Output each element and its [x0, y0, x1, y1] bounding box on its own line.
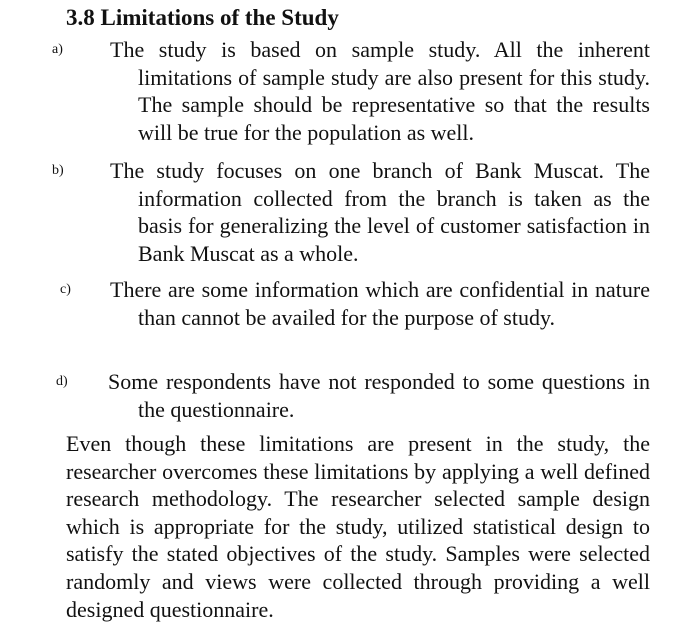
section-heading: 3.8 Limitations of the Study [66, 5, 339, 30]
list-item-d: d) Some respondents have not responded to some questions in the questionnaire. [56, 369, 650, 422]
list-item-d-text: Some respondents have not responded to some questions in the questionnaire. [108, 369, 650, 422]
list-item-c-text: There are some information which are confidential in nature than cannot be availed for the purpose of study. [110, 277, 650, 330]
list-item-b: b) The study focuses on one branch of Bank Muscat. The information collected from the branch is taken as the basis for generalizing the level of customer satisfaction in Bank Muscat as a whole. [52, 158, 650, 266]
list-item-a: a) The study is based on sample study. All the inherent limitations of sample study are also present for this study. The sample should be representative so that the results will be true for the population as well. [52, 37, 650, 145]
list-item-c: c) There are some information which are confidential in nature than cannot be availed for the purpose of study. [60, 277, 650, 330]
list-item-a-text: The study is based on sample study. All the inherent limitations of sample study are also present for this study. The sample should be representative so that the results will be true for the population as well. [110, 37, 650, 145]
list-item-b-text: The study focuses on one branch of Bank Muscat. The information collected from the branch is taken as the basis for generalizing the level of customer satisfaction in Bank Muscat as a whole. [110, 158, 650, 266]
conclusion-paragraph: Even though these limitations are present in the study, the researcher overcomes these limitations by applying a well defined research methodology. The researcher selected sample design which is appropriate for the study, utilized statistical design to satisfy the stated objectives of the study. Samples were selected randomly and views were collected through providing a well designed questionnaire. [66, 431, 650, 622]
